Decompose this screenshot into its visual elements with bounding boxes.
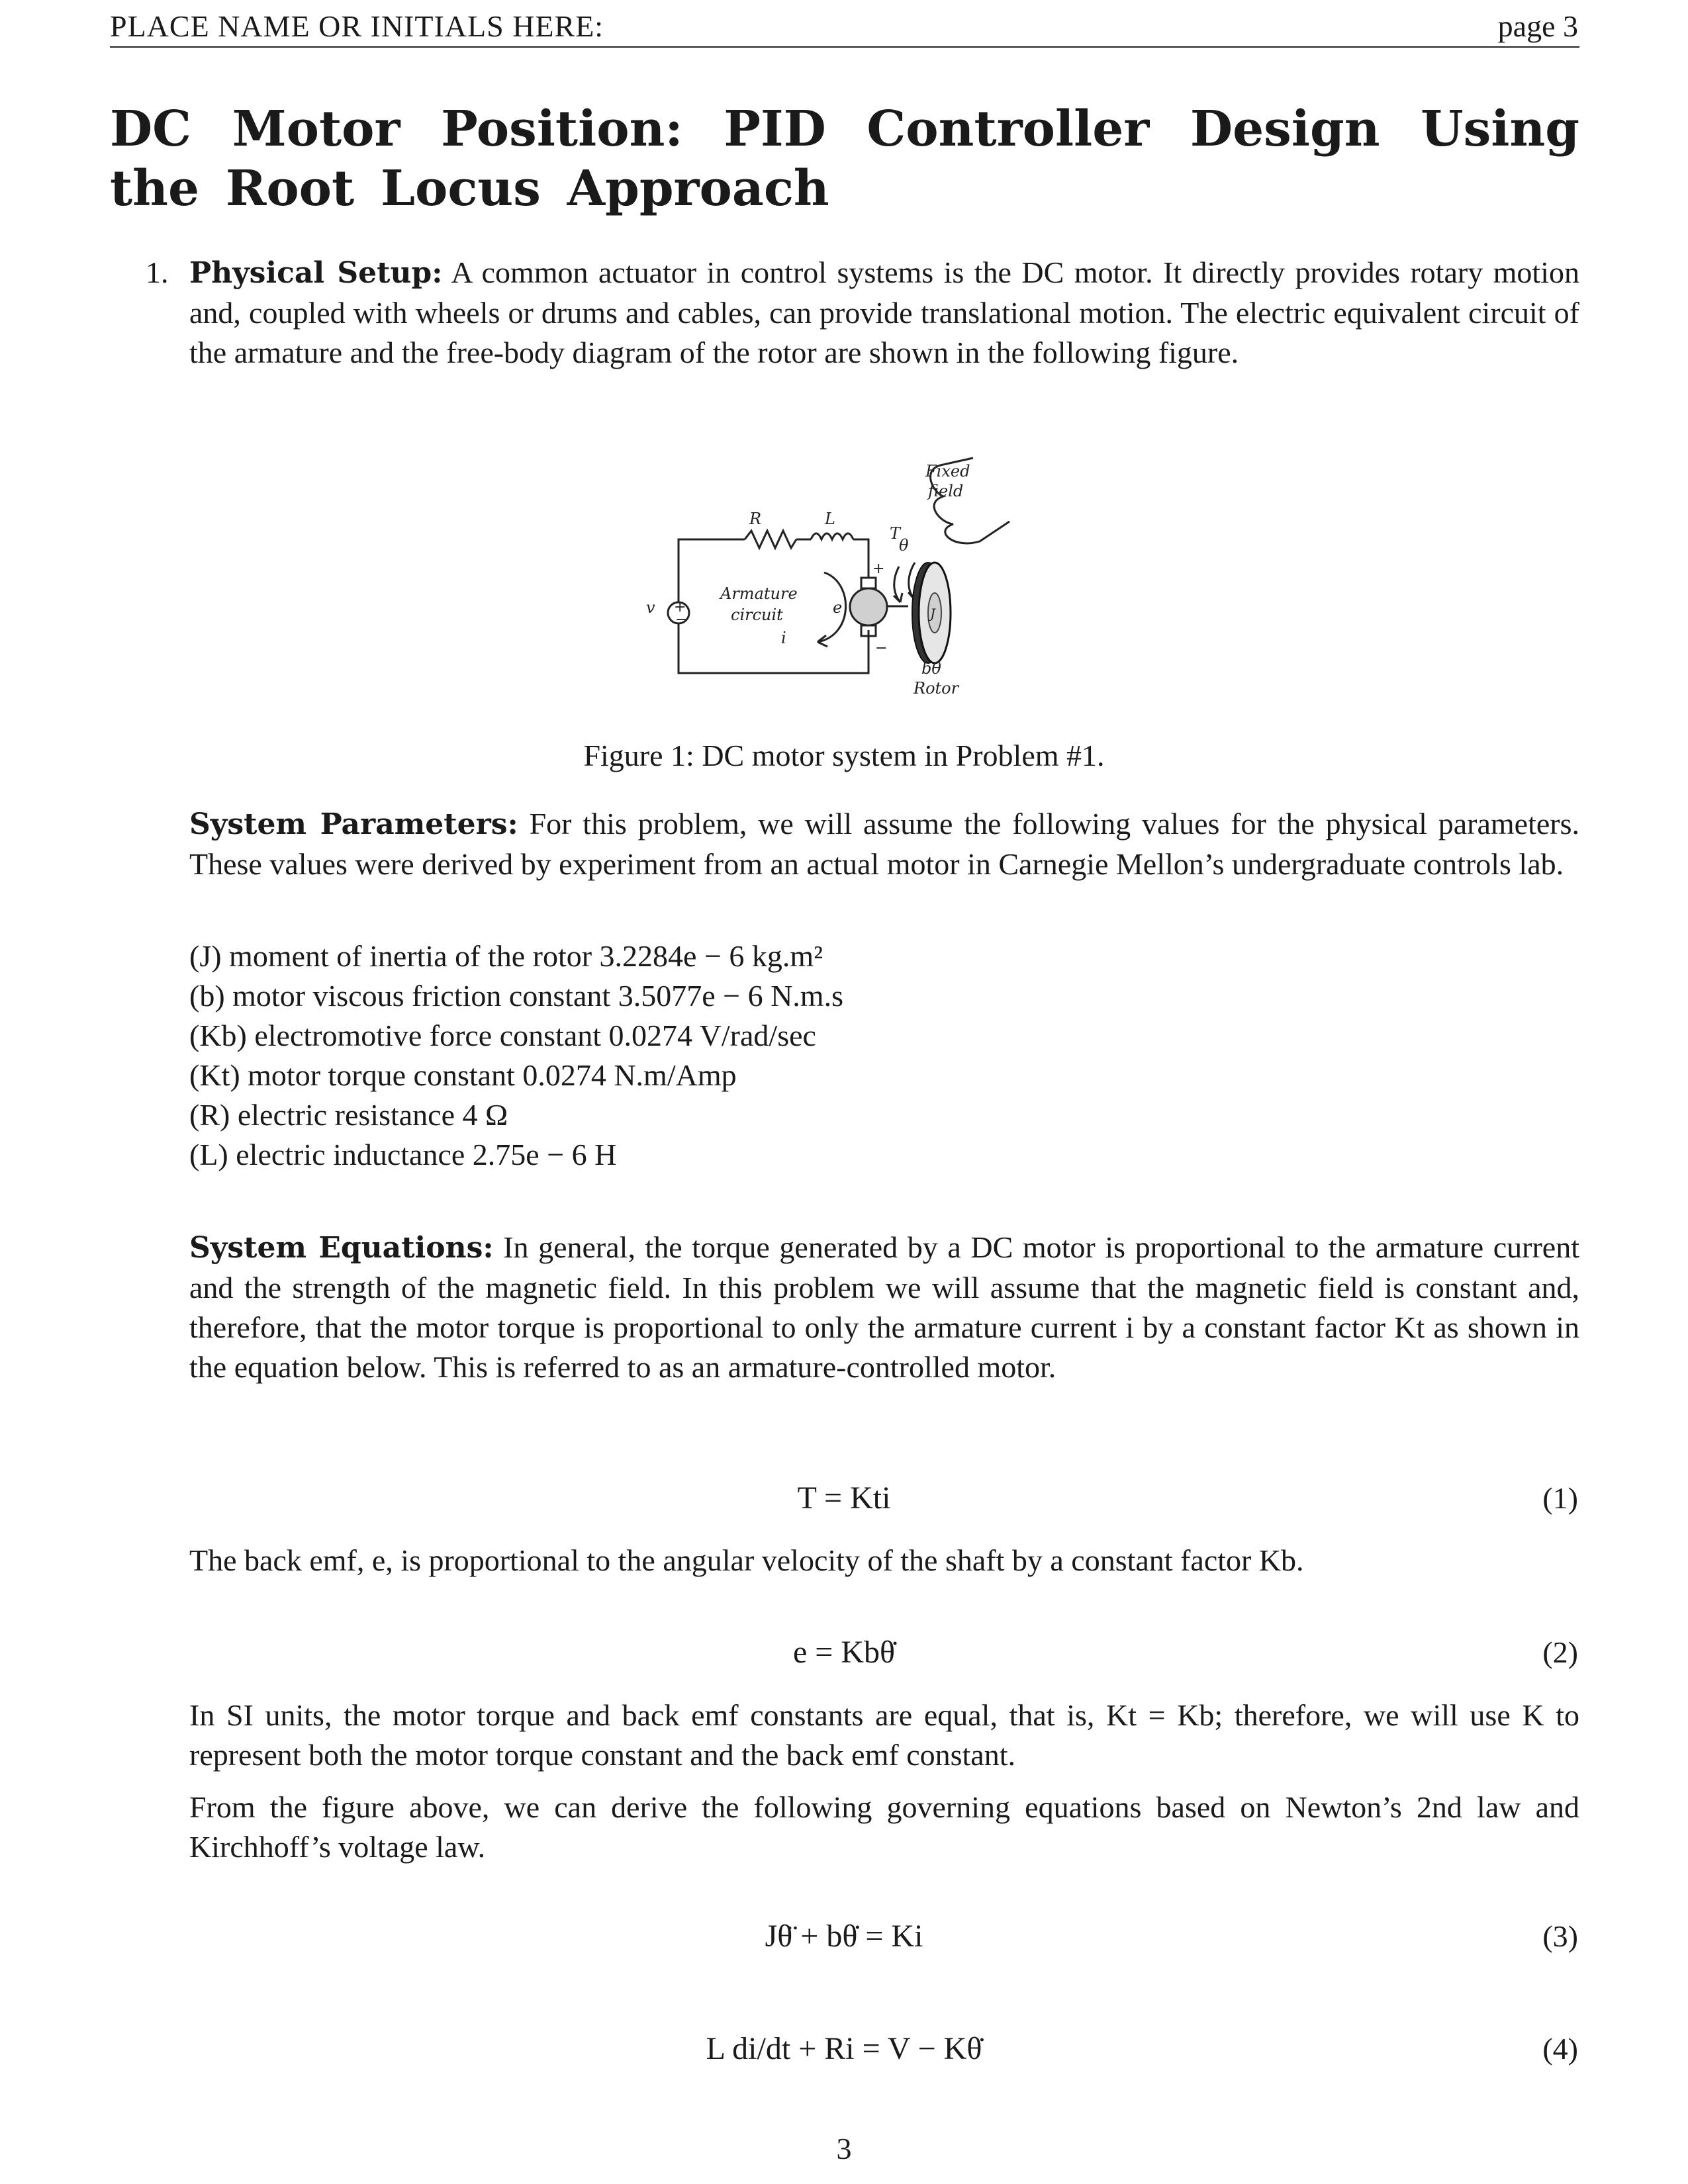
label-resistor: R bbox=[749, 510, 762, 528]
label-rotor: Rotor bbox=[914, 679, 959, 698]
header-page-label: page 3 bbox=[1497, 9, 1578, 43]
resistor bbox=[745, 531, 796, 548]
parameter-text: motor torque constant 0.0274 N.m/Amp bbox=[248, 1058, 737, 1092]
label-back-emf: e bbox=[833, 598, 843, 617]
back-emf-paragraph: The back emf, e, is proportional to the angular velocity of the shaft by a constant factor Kb. bbox=[189, 1543, 1304, 1577]
parameter-item bbox=[189, 1135, 843, 1175]
parameter-item bbox=[189, 1095, 843, 1135]
equation-2-number: (2) bbox=[1542, 1635, 1578, 1669]
page-number: 3 bbox=[836, 2132, 852, 2165]
equation-3-number: (3) bbox=[1542, 1919, 1578, 1953]
physical-setup-text: A common actuator in control systems is the DC motor. It directly provides rotary motion and, coupled with wheels or drums and cables, can provide translational motion. The electric equivalent circuit of the armature and the free-body diagram of the rotor are shown in the following figure. bbox=[189, 255, 1579, 369]
motor-plus: + bbox=[872, 561, 885, 577]
parameter-item bbox=[189, 1016, 843, 1056]
equation-4: L di/dt + Ri = V − Kθ̇ bbox=[706, 2031, 982, 2066]
page-title: DC Motor Position: PID Controller Design Using the Root Locus Approach bbox=[110, 101, 1579, 217]
physical-setup-label: Physical Setup: bbox=[189, 256, 443, 290]
equation-1: T = Kti bbox=[797, 1480, 891, 1516]
parameter-text: motor viscous friction constant 3.5077e − 6 N.m.s bbox=[232, 979, 843, 1013]
parameter-list bbox=[189, 936, 843, 1175]
label-circuit: circuit bbox=[731, 606, 783, 624]
equation-1-number: (1) bbox=[1542, 1481, 1578, 1515]
governing-equations-paragraph: From the figure above, we can derive the following governing equations based on Newton’s 2nd law and Kirchhoff’s voltage law. bbox=[189, 1790, 1579, 1864]
label-torque: T bbox=[890, 524, 901, 543]
system-parameters-label: System Parameters: bbox=[189, 807, 518, 841]
parameter-symbol: (Kb) bbox=[189, 1019, 247, 1052]
parameter-text: electric inductance 2.75e − 6 H bbox=[236, 1138, 617, 1171]
parameter-text: electromotive force constant 0.0274 V/rad/sec bbox=[254, 1019, 816, 1052]
physical-setup-paragraph bbox=[189, 253, 1579, 373]
source-minus: − bbox=[675, 612, 688, 628]
label-inertia: J bbox=[930, 606, 936, 621]
dc-motor-figure bbox=[622, 457, 1086, 708]
source-plus: + bbox=[674, 599, 686, 615]
parameter-text: electric resistance 4 Ω bbox=[237, 1098, 508, 1132]
parameter-symbol: (b) bbox=[189, 979, 225, 1013]
label-armature: Armature bbox=[720, 584, 798, 603]
label-theta: θ bbox=[899, 536, 909, 555]
system-equations-text: In general, the torque generated by a DC motor is proportional to the armature current and the strength of the magnetic field. In this problem we will assume that the magnetic field is constant and, therefore, that the motor torque is proportional to only the armature current i by a constant factor Kt as shown in the equation below. This is referred to as an armature-controlled motor. bbox=[189, 1230, 1580, 1384]
header-rule bbox=[110, 46, 1579, 48]
parameter-text: moment of inertia of the rotor 3.2284e − 6 kg.m² bbox=[229, 939, 823, 973]
equation-4-number: (4) bbox=[1542, 2032, 1578, 2066]
inductor bbox=[811, 533, 853, 539]
system-parameters-paragraph bbox=[189, 804, 1579, 884]
parameter-symbol: (R) bbox=[189, 1098, 230, 1132]
system-equations-label: System Equations: bbox=[189, 1231, 494, 1265]
parameter-symbol: (L) bbox=[189, 1138, 228, 1171]
header-left: PLACE NAME OR INITIALS HERE: bbox=[110, 9, 604, 43]
parameter-symbol: (J) bbox=[189, 939, 222, 973]
si-units-paragraph: In SI units, the motor torque and back emf constants are equal, that is, Kt = Kb; therefore, we will use K to represent both the motor torque constant and the back emf constant. bbox=[189, 1698, 1579, 1772]
label-field: field bbox=[928, 482, 964, 500]
equation-3: Jθ̈ + bθ̇ = Ki bbox=[765, 1919, 923, 1954]
system-equations-paragraph bbox=[189, 1228, 1579, 1387]
circuit-wire-top-left bbox=[679, 539, 745, 546]
figure-caption: Figure 1: DC motor system in Problem #1. bbox=[583, 739, 1105, 772]
equation-2: e = Kbθ̇ bbox=[792, 1635, 896, 1670]
label-fixed: Fixed bbox=[925, 462, 970, 480]
label-current: i bbox=[781, 629, 786, 647]
label-friction: bθ̇ bbox=[921, 659, 941, 678]
system-parameters-text: For this problem, we will assume the following values for the physical parameters. These values were derived by experiment from an actual motor in Carnegie Mellon’s undergraduate controls lab. bbox=[189, 807, 1579, 881]
motor-minus: − bbox=[875, 640, 888, 657]
item-number: 1. bbox=[146, 255, 169, 289]
parameter-item bbox=[189, 936, 843, 976]
parameter-symbol: (Kt) bbox=[189, 1058, 240, 1092]
motor-body bbox=[850, 588, 887, 625]
label-inductor: L bbox=[825, 510, 835, 528]
parameter-item bbox=[189, 1056, 843, 1095]
parameter-item bbox=[189, 976, 843, 1016]
label-voltage: v bbox=[646, 598, 655, 617]
